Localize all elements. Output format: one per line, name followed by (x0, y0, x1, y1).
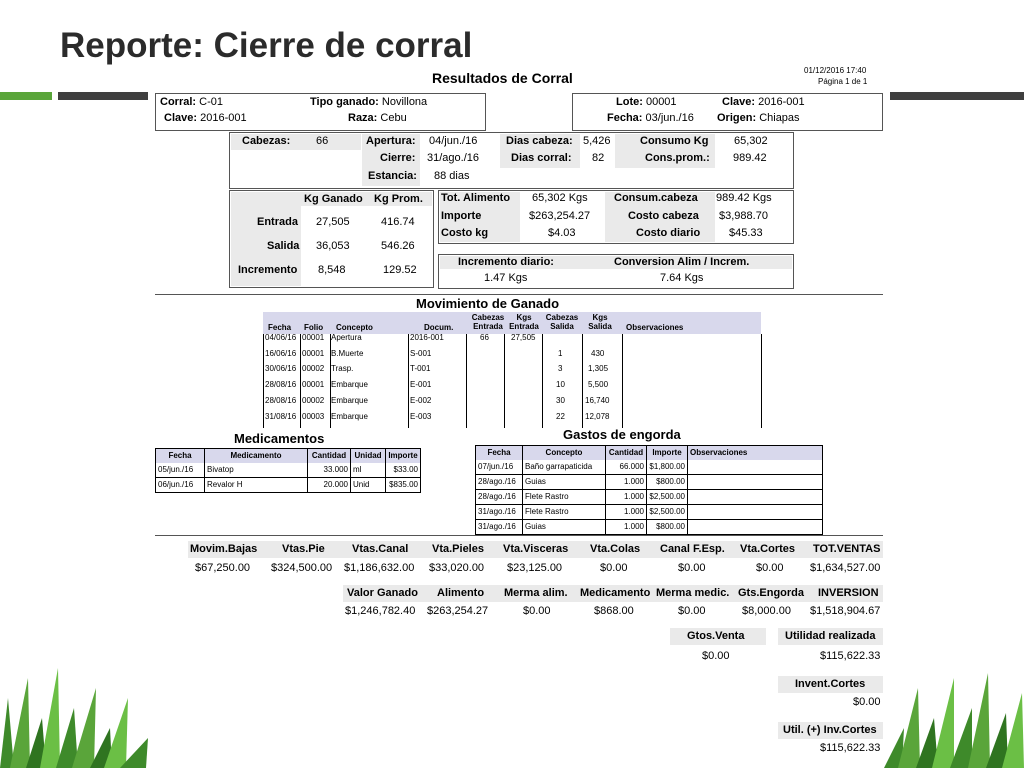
col-header: Concepto (523, 446, 606, 461)
table-row (156, 463, 421, 478)
inv-h-medicamento: Medicamento (580, 587, 651, 599)
incremento-kg: 8,548 (318, 264, 346, 276)
cell: 06/jun./16 (156, 478, 205, 493)
cell (688, 460, 823, 475)
mov-col-line (466, 334, 467, 428)
incremento-diario-label: Incremento diario: (458, 256, 554, 268)
gtos-venta-value: $0.00 (702, 650, 730, 662)
mov-cell: 00001 (302, 349, 325, 358)
mov-h-kgs-ent: Kgs Entrada (509, 313, 539, 331)
cell: $800.00 (647, 520, 688, 535)
costo-diario-value: $45.33 (729, 227, 763, 239)
costo-kg-value: $4.03 (548, 227, 576, 239)
cell: 31/ago./16 (476, 520, 523, 535)
conversion-value: 7.64 Kgs (660, 272, 704, 284)
entrada-label: Entrada (257, 216, 298, 228)
cell: 20.000 (308, 478, 351, 493)
mov-cell: T-001 (410, 364, 431, 373)
apertura-value: 04/jun./16 (429, 135, 478, 147)
mov-cell: 04/06/16 (265, 333, 297, 342)
green-accent-bar-left (0, 92, 52, 100)
mov-cell: 00002 (302, 396, 325, 405)
consprom-value: 989.42 (733, 152, 767, 164)
costo-diario-label: Costo diario (636, 227, 701, 239)
vtas-canal-esp: $0.00 (678, 562, 706, 574)
table-row (156, 478, 421, 493)
dias-cabeza-label: Dias cabeza: (506, 135, 573, 147)
report-title: Resultados de Corral (432, 70, 573, 86)
cabezas-label: Cabezas: (242, 135, 291, 147)
gtos-venta-label: Gtos.Venta (687, 630, 745, 642)
slide-title: Reporte: Cierre de corral (60, 26, 473, 65)
mov-h-cab-ent: Cabezas Entrada (471, 313, 505, 331)
vtas-h-pieles: Vta.Pieles (432, 543, 484, 555)
clave-value: 2016-001 (200, 112, 247, 124)
mov-cell: E-002 (410, 396, 432, 405)
section-divider-1 (155, 294, 883, 295)
vtas-h-bajas: Movim.Bajas (190, 543, 258, 555)
mov-col-line (622, 334, 623, 428)
fecha-label: Fecha: (607, 112, 643, 124)
gastos-table (475, 445, 823, 535)
mov-cell: 28/08/16 (265, 396, 297, 405)
cell: Guias (523, 520, 606, 535)
mov-h-observaciones: Observaciones (626, 323, 684, 332)
costo-kg-label: Costo kg (441, 227, 489, 239)
estancia-label: Estancia: (368, 170, 417, 182)
cell (688, 520, 823, 535)
inv-merma-alim: $0.00 (523, 605, 551, 617)
mov-cell: Trasp. (331, 364, 354, 373)
cell: 28/ago./16 (476, 475, 523, 490)
mov-cell: B.Muerte (331, 349, 364, 358)
vtas-h-canal: Vtas.Canal (352, 543, 409, 555)
lote-clave-label: Clave: (722, 96, 756, 108)
col-header: Cantidad (308, 449, 351, 464)
consumo-label: Consumo Kg (640, 135, 709, 147)
cell: 31/ago./16 (476, 505, 523, 520)
mov-cell: 00003 (302, 412, 325, 421)
kg-ganado-header: Kg Ganado (304, 193, 363, 205)
vtas-h-cortes: Vta.Cortes (740, 543, 796, 555)
cell: 1.000 (606, 505, 647, 520)
report-page: Página 1 de 1 (818, 77, 868, 86)
tipo-ganado-label: Tipo ganado: (310, 96, 379, 108)
mov-cell: 1 (558, 349, 563, 358)
mov-col-line (542, 334, 543, 428)
table-row (476, 490, 823, 505)
inv-h-merma-alim: Merma alim. (504, 587, 568, 599)
vtas-colas: $0.00 (600, 562, 628, 574)
inv-h-inversion: INVERSION (818, 587, 879, 599)
importe-value: $263,254.27 (529, 210, 591, 222)
col-header: Fecha (156, 449, 205, 464)
dark-accent-bar-left (58, 92, 148, 100)
mov-cell: 00002 (302, 364, 325, 373)
util-inv-label: Util. (+) Inv.Cortes (783, 724, 877, 736)
vtas-h-colas: Vta.Colas (590, 543, 641, 555)
mov-cell: E-003 (410, 412, 432, 421)
cell: $2,500.00 (647, 490, 688, 505)
clave-label: Clave: (164, 112, 198, 124)
vtas-total: $1,634,527.00 (810, 562, 881, 574)
mov-h-concepto: Concepto (336, 323, 373, 332)
incremento-label: Incremento (238, 264, 298, 276)
vtas-h-visceras: Vta.Visceras (503, 543, 569, 555)
corral-value: C-01 (199, 96, 223, 108)
mov-cell: 27,505 (511, 333, 536, 342)
mov-col-line (408, 334, 409, 428)
invent-cortes-value: $0.00 (853, 696, 881, 708)
col-header: Importe (647, 446, 688, 461)
cabezas-value: 66 (316, 135, 329, 147)
medicamentos-table (155, 448, 421, 493)
cell: 28/ago./16 (476, 490, 523, 505)
movimiento-title: Movimiento de Ganado (416, 296, 560, 311)
mov-cell: 22 (556, 412, 565, 421)
inv-inversion: $1,518,904.67 (810, 605, 881, 617)
consumo-value: 65,302 (734, 135, 768, 147)
costo-cabeza-label: Costo cabeza (628, 210, 699, 222)
vtas-visceras: $23,125.00 (507, 562, 563, 574)
cell: $1,800.00 (647, 460, 688, 475)
mov-cell: 10 (556, 380, 565, 389)
mov-cell: 00001 (302, 333, 325, 342)
mov-cell: E-001 (410, 380, 432, 389)
vtas-h-total: TOT.VENTAS (813, 543, 881, 555)
report-datetime: 01/12/2016 17:40 (804, 66, 867, 75)
mov-cell: 30 (556, 396, 565, 405)
mov-h-cab-sal: Cabezas Salida (545, 313, 579, 331)
cell: Revalor H (205, 478, 308, 493)
mov-col-line (761, 334, 762, 428)
cell: $2,500.00 (647, 505, 688, 520)
mov-cell: 66 (480, 333, 489, 342)
mov-h-kgs-sal: Kgs Salida (588, 313, 612, 331)
table-row (476, 520, 823, 535)
col-header: Observaciones (690, 448, 748, 457)
origen-value: Chiapas (759, 112, 800, 124)
inv-h-gts-engorda: Gts.Engorda (738, 587, 805, 599)
util-inv-value: $115,622.33 (820, 742, 881, 754)
cell: Flete Rastro (523, 505, 606, 520)
salida-label: Salida (267, 240, 300, 252)
vtas-canal: $1,186,632.00 (344, 562, 415, 574)
mov-cell: 1,305 (588, 364, 609, 373)
tipo-ganado-value: Novillona (381, 96, 428, 108)
fecha-value: 03/jun./16 (645, 112, 694, 124)
cierre-label: Cierre: (380, 152, 416, 164)
mov-cell: 12,078 (585, 412, 610, 421)
corral-label: Corral: (160, 96, 197, 108)
dias-cabeza-value: 5,426 (583, 135, 611, 147)
mov-cell: 2016-001 (410, 333, 444, 342)
vtas-bajas: $67,250.00 (195, 562, 251, 574)
col-header: Medicamento (205, 449, 308, 464)
col-header: Fecha (476, 446, 523, 461)
inv-h-merma-medic: Merma medic. (656, 587, 730, 599)
mov-col-line (300, 334, 301, 428)
entrada-prom: 416.74 (381, 216, 415, 228)
table-row (476, 460, 823, 475)
cell: 33.000 (308, 463, 351, 478)
lote-label: Lote: (616, 96, 643, 108)
cell (688, 505, 823, 520)
cell: 05/jun./16 (156, 463, 205, 478)
consum-cabeza-value: 989.42 Kgs (716, 192, 772, 204)
inv-medicamento: $868.00 (594, 605, 634, 617)
mov-cell: 30/06/16 (265, 364, 297, 373)
mov-cell: Embarque (331, 412, 368, 421)
inv-gts-engorda: $8,000.00 (742, 605, 791, 617)
mov-h-fecha: Fecha (268, 323, 292, 332)
cell: $835.00 (389, 480, 418, 489)
grass-decoration-right (884, 658, 1024, 768)
medicamentos-title: Medicamentos (234, 431, 325, 446)
vtas-h-canal-esp: Canal F.Esp. (660, 543, 725, 555)
raza-value: Cebu (380, 112, 407, 124)
salida-prom: 546.26 (381, 240, 415, 252)
mov-col-line (582, 334, 583, 428)
utilidad-value: $115,622.33 (820, 650, 881, 662)
cell: 66.000 (606, 460, 647, 475)
mov-cell: 5,500 (588, 380, 609, 389)
invent-cortes-label: Invent.Cortes (795, 678, 866, 690)
lote-field (616, 96, 677, 108)
raza-field (348, 112, 407, 124)
mov-cell: 430 (591, 349, 605, 358)
cell: ml (351, 463, 386, 478)
inv-valor-ganado: $1,246,782.40 (345, 605, 416, 617)
corral-field (160, 96, 223, 108)
cell: $33.00 (393, 465, 418, 474)
lote-value: 00001 (645, 96, 677, 108)
cell: Unid (351, 478, 386, 493)
entrada-kg: 27,505 (316, 216, 350, 228)
cell: 1.000 (606, 520, 647, 535)
mov-h-docum: Docum. (424, 323, 454, 332)
dark-accent-bar-right (890, 92, 1024, 100)
tot-alimento-value: 65,302 Kgs (532, 192, 588, 204)
mov-cell: 16,740 (585, 396, 610, 405)
mov-cell: Apertura (331, 333, 362, 342)
col-header: Unidad (351, 449, 386, 464)
inv-h-alimento: Alimento (437, 587, 485, 599)
apertura-label: Apertura: (366, 135, 416, 147)
mov-cell: 16/06/16 (265, 349, 297, 358)
dias-corral-label: Dias corral: (511, 152, 572, 164)
clave-field (164, 112, 247, 124)
grass-decoration-left (0, 658, 150, 768)
estancia-value: 88 dias (434, 170, 470, 182)
mov-cell: Embarque (331, 396, 368, 405)
tipo-ganado-field (310, 96, 427, 108)
lote-clave-value: 2016-001 (758, 96, 805, 108)
col-header: Importe (388, 451, 418, 460)
dias-corral-value: 82 (592, 152, 605, 164)
fecha-field (607, 112, 694, 124)
mov-h-folio: Folio (304, 323, 324, 332)
importe-label: Importe (441, 210, 482, 222)
mov-cell: 28/08/16 (265, 380, 297, 389)
tot-alimento-label: Tot. Alimento (441, 192, 511, 204)
gastos-title: Gastos de engorda (563, 427, 681, 442)
vtas-pieles: $33,020.00 (429, 562, 485, 574)
mov-cell: Embarque (331, 380, 368, 389)
consum-cabeza-label: Consum.cabeza (614, 192, 698, 204)
cierre-value: 31/ago./16 (427, 152, 479, 164)
cell (688, 490, 823, 505)
cell: 07/jun./16 (476, 460, 523, 475)
mov-cell: 3 (558, 364, 563, 373)
lote-clave-field (722, 96, 805, 108)
table-row (476, 475, 823, 490)
conversion-label: Conversion Alim / Increm. (614, 256, 750, 268)
col-header: Cantidad (606, 446, 647, 461)
cell: Bivatop (205, 463, 308, 478)
mov-col-line (504, 334, 505, 428)
cell: $800.00 (647, 475, 688, 490)
mov-cell: 00001 (302, 380, 325, 389)
cell: Flete Rastro (523, 490, 606, 505)
vtas-cortes: $0.00 (756, 562, 784, 574)
incremento-diario-value: 1.47 Kgs (484, 272, 528, 284)
incremento-prom: 129.52 (383, 264, 417, 276)
cell: 1.000 (606, 490, 647, 505)
vtas-pie: $324,500.00 (271, 562, 333, 574)
mov-col-line (263, 334, 264, 428)
table-row (476, 505, 823, 520)
origen-label: Origen: (717, 112, 757, 124)
vtas-h-pie: Vtas.Pie (282, 543, 325, 555)
cell: Baño garrapaticida (523, 460, 606, 475)
table-header-row (476, 446, 823, 461)
origen-field (717, 112, 800, 124)
section-divider-2 (155, 535, 883, 536)
inv-alimento: $263,254.27 (427, 605, 489, 617)
kg-prom-header: Kg Prom. (374, 193, 423, 205)
mov-cell: 31/08/16 (265, 412, 297, 421)
salida-kg: 36,053 (316, 240, 350, 252)
costo-cabeza-value: $3,988.70 (719, 210, 768, 222)
cell (688, 475, 823, 490)
inv-h-valor-ganado: Valor Ganado (347, 587, 418, 599)
consprom-label: Cons.prom.: (645, 152, 710, 164)
cell: Guias (523, 475, 606, 490)
cell: 1.000 (606, 475, 647, 490)
raza-label: Raza: (348, 112, 378, 124)
utilidad-label: Utilidad realizada (785, 630, 876, 642)
mov-cell: S-001 (410, 349, 432, 358)
inv-merma-medic: $0.00 (678, 605, 706, 617)
table-header-row (156, 449, 421, 464)
